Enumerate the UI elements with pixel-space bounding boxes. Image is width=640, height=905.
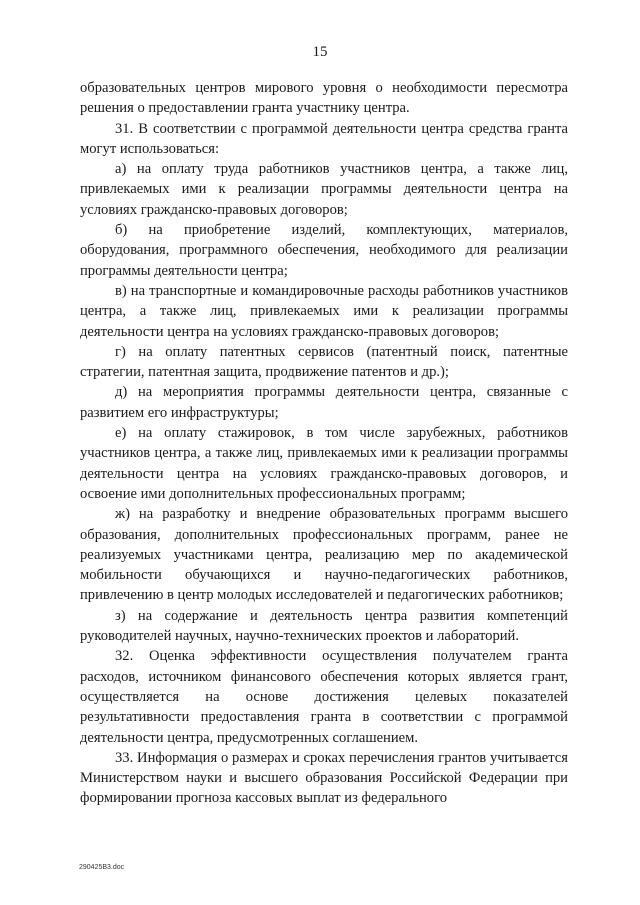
list-item-e: е) на оплату стажировок, в том числе зарубежных, работников участников центра, а также лиц, привлекаемых ими к реализации программы деятельности центра на условиях гражданско-правовых договоров, и освоение ими дополнительных профессиональных программ; xyxy=(80,425,568,502)
list-item-b: б) на приобретение изделий, комплектующих, материалов, оборудования, программного обеспечения, необходимого для реализации программы деятельности центра; xyxy=(80,222,568,279)
list-item-zh: ж) на разработку и внедрение образовательных программ высшего образования, дополнительных профессиональных программ, ранее не реализуемых участниками центра, реализацию мер по академической мобильности обучающихся и научно-педагогических работников, привлечению в центр молодых исследователей и педагогических работников; xyxy=(80,506,568,604)
file-name-footer: 290425В3.doc xyxy=(79,864,125,871)
paragraph-31: 31. В соответствии с программой деятельности центра средства гранта могут использоваться: xyxy=(80,120,568,157)
list-item-z: з) на содержание и деятельность центра развития компетенций руководителей научных, научно-технических проектов и лабораторий. xyxy=(80,607,568,645)
paragraph-32: 32. Оценка эффективности осуществления получателем гранта расходов, источником финансового обеспечения которых является грант, осуществляется на основе достижения целевых показателей результативности предоставления гранта в соответствии с программой деятельности центра, предусмотренных соглашением. xyxy=(80,648,568,746)
list-item-v: в) на транспортные и командировочные расходы работников участников центра, а также лиц, привлекаемых ими к реализации программы деятельности центра на условиях гражданско-правовых договоров; xyxy=(80,282,568,340)
paragraph-33: 33. Информация о размерах и сроках перечисления грантов учитывается Министерством науки и высшего образования Российской Федерации при формировании прогноза кассовых выплат из федерального xyxy=(80,749,568,807)
page-number: 15 xyxy=(312,44,328,60)
list-item-g: г) на оплату патентных сервисов (патентный поиск, патентные стратегии, патентная защита, продвижение патентов и др.); xyxy=(80,343,568,381)
list-item-a: а) на оплату труда работников участников центра, а также лиц, привлекаемых ими к реализации программы деятельности центра на условиях гражданско-правовых договоров; xyxy=(80,161,568,218)
paragraph-continuation: образовательных центров мирового уровня о необходимости пересмотра решения о предоставлении гранта участнику центра. xyxy=(80,80,568,117)
document-body xyxy=(80,78,568,809)
list-item-d: д) на мероприятия программы деятельности центра, связанные с развитием его инфраструктуры; xyxy=(80,384,568,421)
